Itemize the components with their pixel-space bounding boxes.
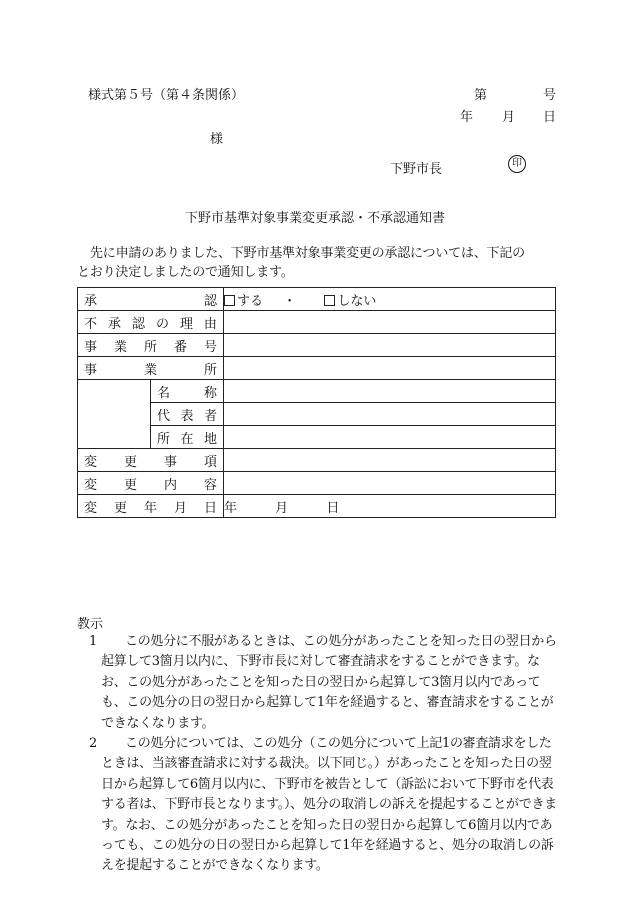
rejection-reason-label <box>78 311 224 334</box>
label-char: 内 <box>163 477 177 493</box>
label-char: 変 <box>84 477 98 493</box>
label-char: 変 <box>84 500 98 516</box>
office-number-field[interactable] <box>224 334 556 357</box>
label-char: 更 <box>113 500 127 516</box>
office-name-field[interactable] <box>224 380 556 403</box>
approve-option-label: する <box>237 293 264 309</box>
representative-label <box>151 403 224 426</box>
label-char: 名 <box>157 385 171 401</box>
approval-options <box>224 288 556 311</box>
date-day-label: 日 <box>543 110 557 125</box>
change-date-day: 日 <box>326 500 340 516</box>
label-char: 号 <box>203 339 217 355</box>
approval-label <box>78 288 224 311</box>
label-char: 代 <box>157 408 171 424</box>
label-char: 事 <box>163 454 177 470</box>
reject-checkbox[interactable] <box>324 295 335 306</box>
label-char: 者 <box>203 408 217 424</box>
reject-option-label: しない <box>337 293 377 309</box>
change-content-field[interactable] <box>224 472 556 495</box>
seal-icon: 印 <box>508 155 526 173</box>
date-month-label: 月 <box>502 110 516 125</box>
label-char: 認 <box>131 316 145 332</box>
office-label <box>78 357 224 380</box>
label-char: 更 <box>123 477 137 493</box>
label-char: 項 <box>203 454 217 470</box>
approve-checkbox[interactable] <box>224 295 235 306</box>
label-char: 地 <box>203 431 217 447</box>
label-char: 所 <box>143 339 157 355</box>
change-date-year: 年 <box>224 500 238 516</box>
note-number: 2 <box>89 736 97 752</box>
date-year-label: 年 <box>460 110 474 125</box>
label-char: 業 <box>113 339 127 355</box>
label-char: 月 <box>173 500 187 516</box>
label-char: 不 <box>84 316 98 332</box>
office-number-label <box>78 334 224 357</box>
office-indent <box>78 380 151 449</box>
label-char: 年 <box>143 500 157 516</box>
label-char: 変 <box>84 454 98 470</box>
label-char: 事 <box>84 339 98 355</box>
location-field[interactable] <box>224 426 556 449</box>
change-item-label <box>78 449 224 472</box>
note-number: 1 <box>89 634 97 649</box>
label-char: 事 <box>84 362 98 378</box>
change-date-month: 月 <box>275 500 289 516</box>
label-char: 在 <box>180 431 194 447</box>
change-item-field[interactable] <box>224 449 556 472</box>
office-field[interactable] <box>224 357 556 380</box>
label-char: 由 <box>203 316 217 332</box>
notes-heading: 教示 <box>77 617 104 632</box>
notes-list <box>77 632 557 877</box>
label-char: 更 <box>123 454 137 470</box>
label-char: 業 <box>143 362 157 378</box>
change-date-field[interactable] <box>224 495 556 518</box>
number-suffix: 号 <box>543 88 557 103</box>
intro-line-2: とおり決定しましたので通知します。 <box>77 265 294 280</box>
form-table <box>77 287 556 518</box>
office-name-label <box>151 380 224 403</box>
representative-field[interactable] <box>224 403 556 426</box>
change-content-label <box>78 472 224 495</box>
label-char: 所 <box>203 362 217 378</box>
label-char: 所 <box>157 431 171 447</box>
label-char: 認 <box>203 293 217 309</box>
note-text: この処分については、この処分（この処分について上記1の審査請求をしたときは、当該審査請求に対する裁決。以下同じ。）があったことを知った日の翌日から起算して6箇月以内に、下野市を被告として（訴訟において下野市を代表する者は、下野市長となります。）、処分の取消しの訴えを提起することができます。なお、この処分があったことを知った日の翌日から起算して6箇月以内であっても、この処分の日の翌日から起算して1年を経過すると、処分の取消しの訴えを提起することができなくなります。 <box>101 736 557 874</box>
addressee-suffix: 様 <box>210 132 224 147</box>
label-char: 表 <box>180 408 194 424</box>
form-number: 様式第５号（第４条関係） <box>88 88 245 103</box>
label-char: 承 <box>107 316 121 332</box>
change-date-label <box>78 495 224 518</box>
location-label <box>151 426 224 449</box>
intro-line-1: 先に申請のありました、下野市基準対象事業変更の承認については、下記の <box>90 246 525 261</box>
label-char: 番 <box>173 339 187 355</box>
rejection-reason-field[interactable] <box>224 311 556 334</box>
note-item <box>77 734 557 877</box>
issuer-name: 下野市長 <box>390 162 443 177</box>
label-char: の <box>155 316 169 332</box>
note-item <box>77 632 557 734</box>
label-char: 承 <box>84 293 98 309</box>
label-char: 称 <box>203 385 217 401</box>
number-label: 第 <box>474 88 488 103</box>
label-char: 日 <box>203 500 217 516</box>
intro-text <box>77 244 557 282</box>
label-char: 容 <box>203 477 217 493</box>
option-separator: ・ <box>283 293 297 309</box>
note-text: この処分に不服があるときは、この処分があったことを知った日の翌日から起算して3箇月以内に、下野市長に対して審査請求をすることができます。なお、この処分があったことを知った日の翌日から起算して3箇月以内であっても、この処分の日の翌日から起算して1年を経過すると、審査請求をすることができなくなります。 <box>101 634 557 731</box>
label-char: 理 <box>179 316 193 332</box>
document-title: 下野市基準対象事業変更承認・不承認通知書 <box>184 211 445 226</box>
